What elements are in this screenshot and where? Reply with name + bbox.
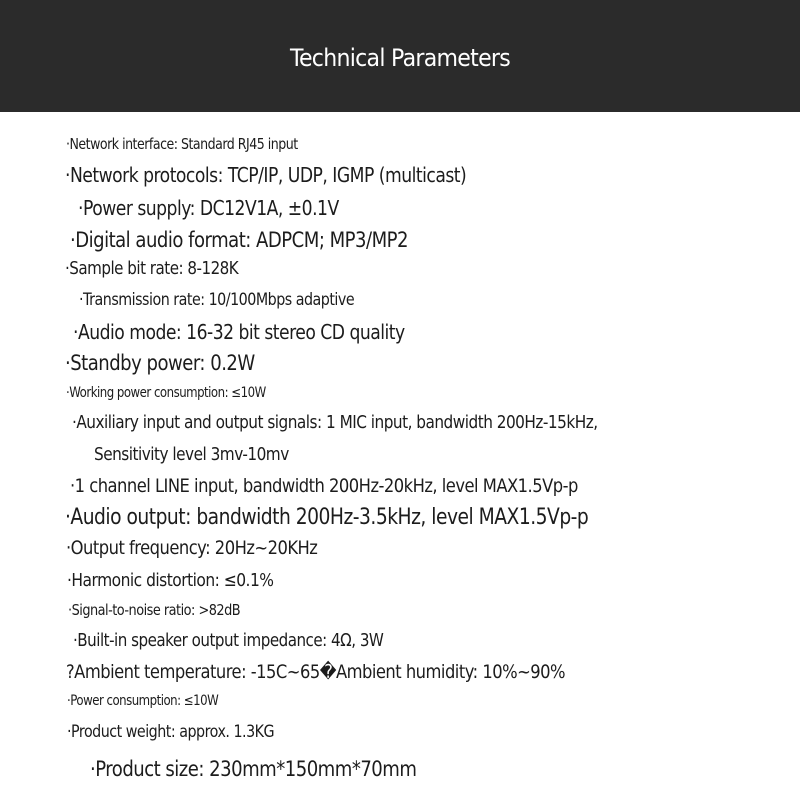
spec-network-protocols: ·Network protocols: TCP/IP, UDP, IGMP (multicast) bbox=[65, 163, 467, 187]
spec-power-supply: ·Power supply: DC12V1A, ±0.1V bbox=[78, 196, 339, 220]
spec-working-power-consumption: ·Working power consumption: ≤10W bbox=[66, 385, 266, 401]
page-title: Technical Parameters bbox=[289, 44, 511, 72]
spec-transmission-rate: ·Transmission rate: 10/100Mbps adaptive bbox=[79, 290, 355, 310]
spec-digital-audio-format: ·Digital audio format: ADPCM; MP3/MP2 bbox=[70, 228, 409, 252]
spec-auxiliary-io: ·Auxiliary input and output signals: 1 MIC input, bandwidth 200Hz-15kHz, bbox=[72, 412, 598, 433]
spec-network-interface: ·Network interface: Standard RJ45 input bbox=[66, 135, 298, 153]
spec-line-input: ·1 channel LINE input, bandwidth 200Hz-20kHz, level MAX1.5Vp-p bbox=[70, 475, 578, 497]
spec-product-size: ·Product size: 230mm*150mm*70mm bbox=[90, 757, 417, 781]
spec-signal-to-noise: ·Signal-to-noise ratio: >82dB bbox=[68, 601, 241, 619]
spec-speaker-impedance: ·Built-in speaker output impedance: 4Ω, 3W bbox=[73, 630, 384, 651]
spec-sample-bit-rate: ·Sample bit rate: 8-128K bbox=[65, 258, 239, 279]
spec-harmonic-distortion: ·Harmonic distortion: ≤0.1% bbox=[67, 570, 274, 591]
spec-output-frequency: ·Output frequency: 20Hz~20KHz bbox=[66, 537, 318, 559]
spec-audio-mode: ·Audio mode: 16-32 bit stereo CD quality bbox=[73, 320, 405, 344]
spec-power-consumption: ·Power consumption: ≤10W bbox=[67, 693, 219, 709]
spec-audio-output: ·Audio output: bandwidth 200Hz-3.5kHz, level MAX1.5Vp-p bbox=[65, 505, 589, 530]
spec-sensitivity-level: Sensitivity level 3mv-10mv bbox=[94, 444, 289, 465]
spec-product-weight: ·Product weight: approx. 1.3KG bbox=[67, 722, 275, 742]
spec-standby-power: ·Standby power: 0.2W bbox=[65, 351, 255, 375]
spec-ambient-conditions: ?Ambient temperature: -15C~65�Ambient humidity: 10%~90% bbox=[66, 661, 566, 683]
